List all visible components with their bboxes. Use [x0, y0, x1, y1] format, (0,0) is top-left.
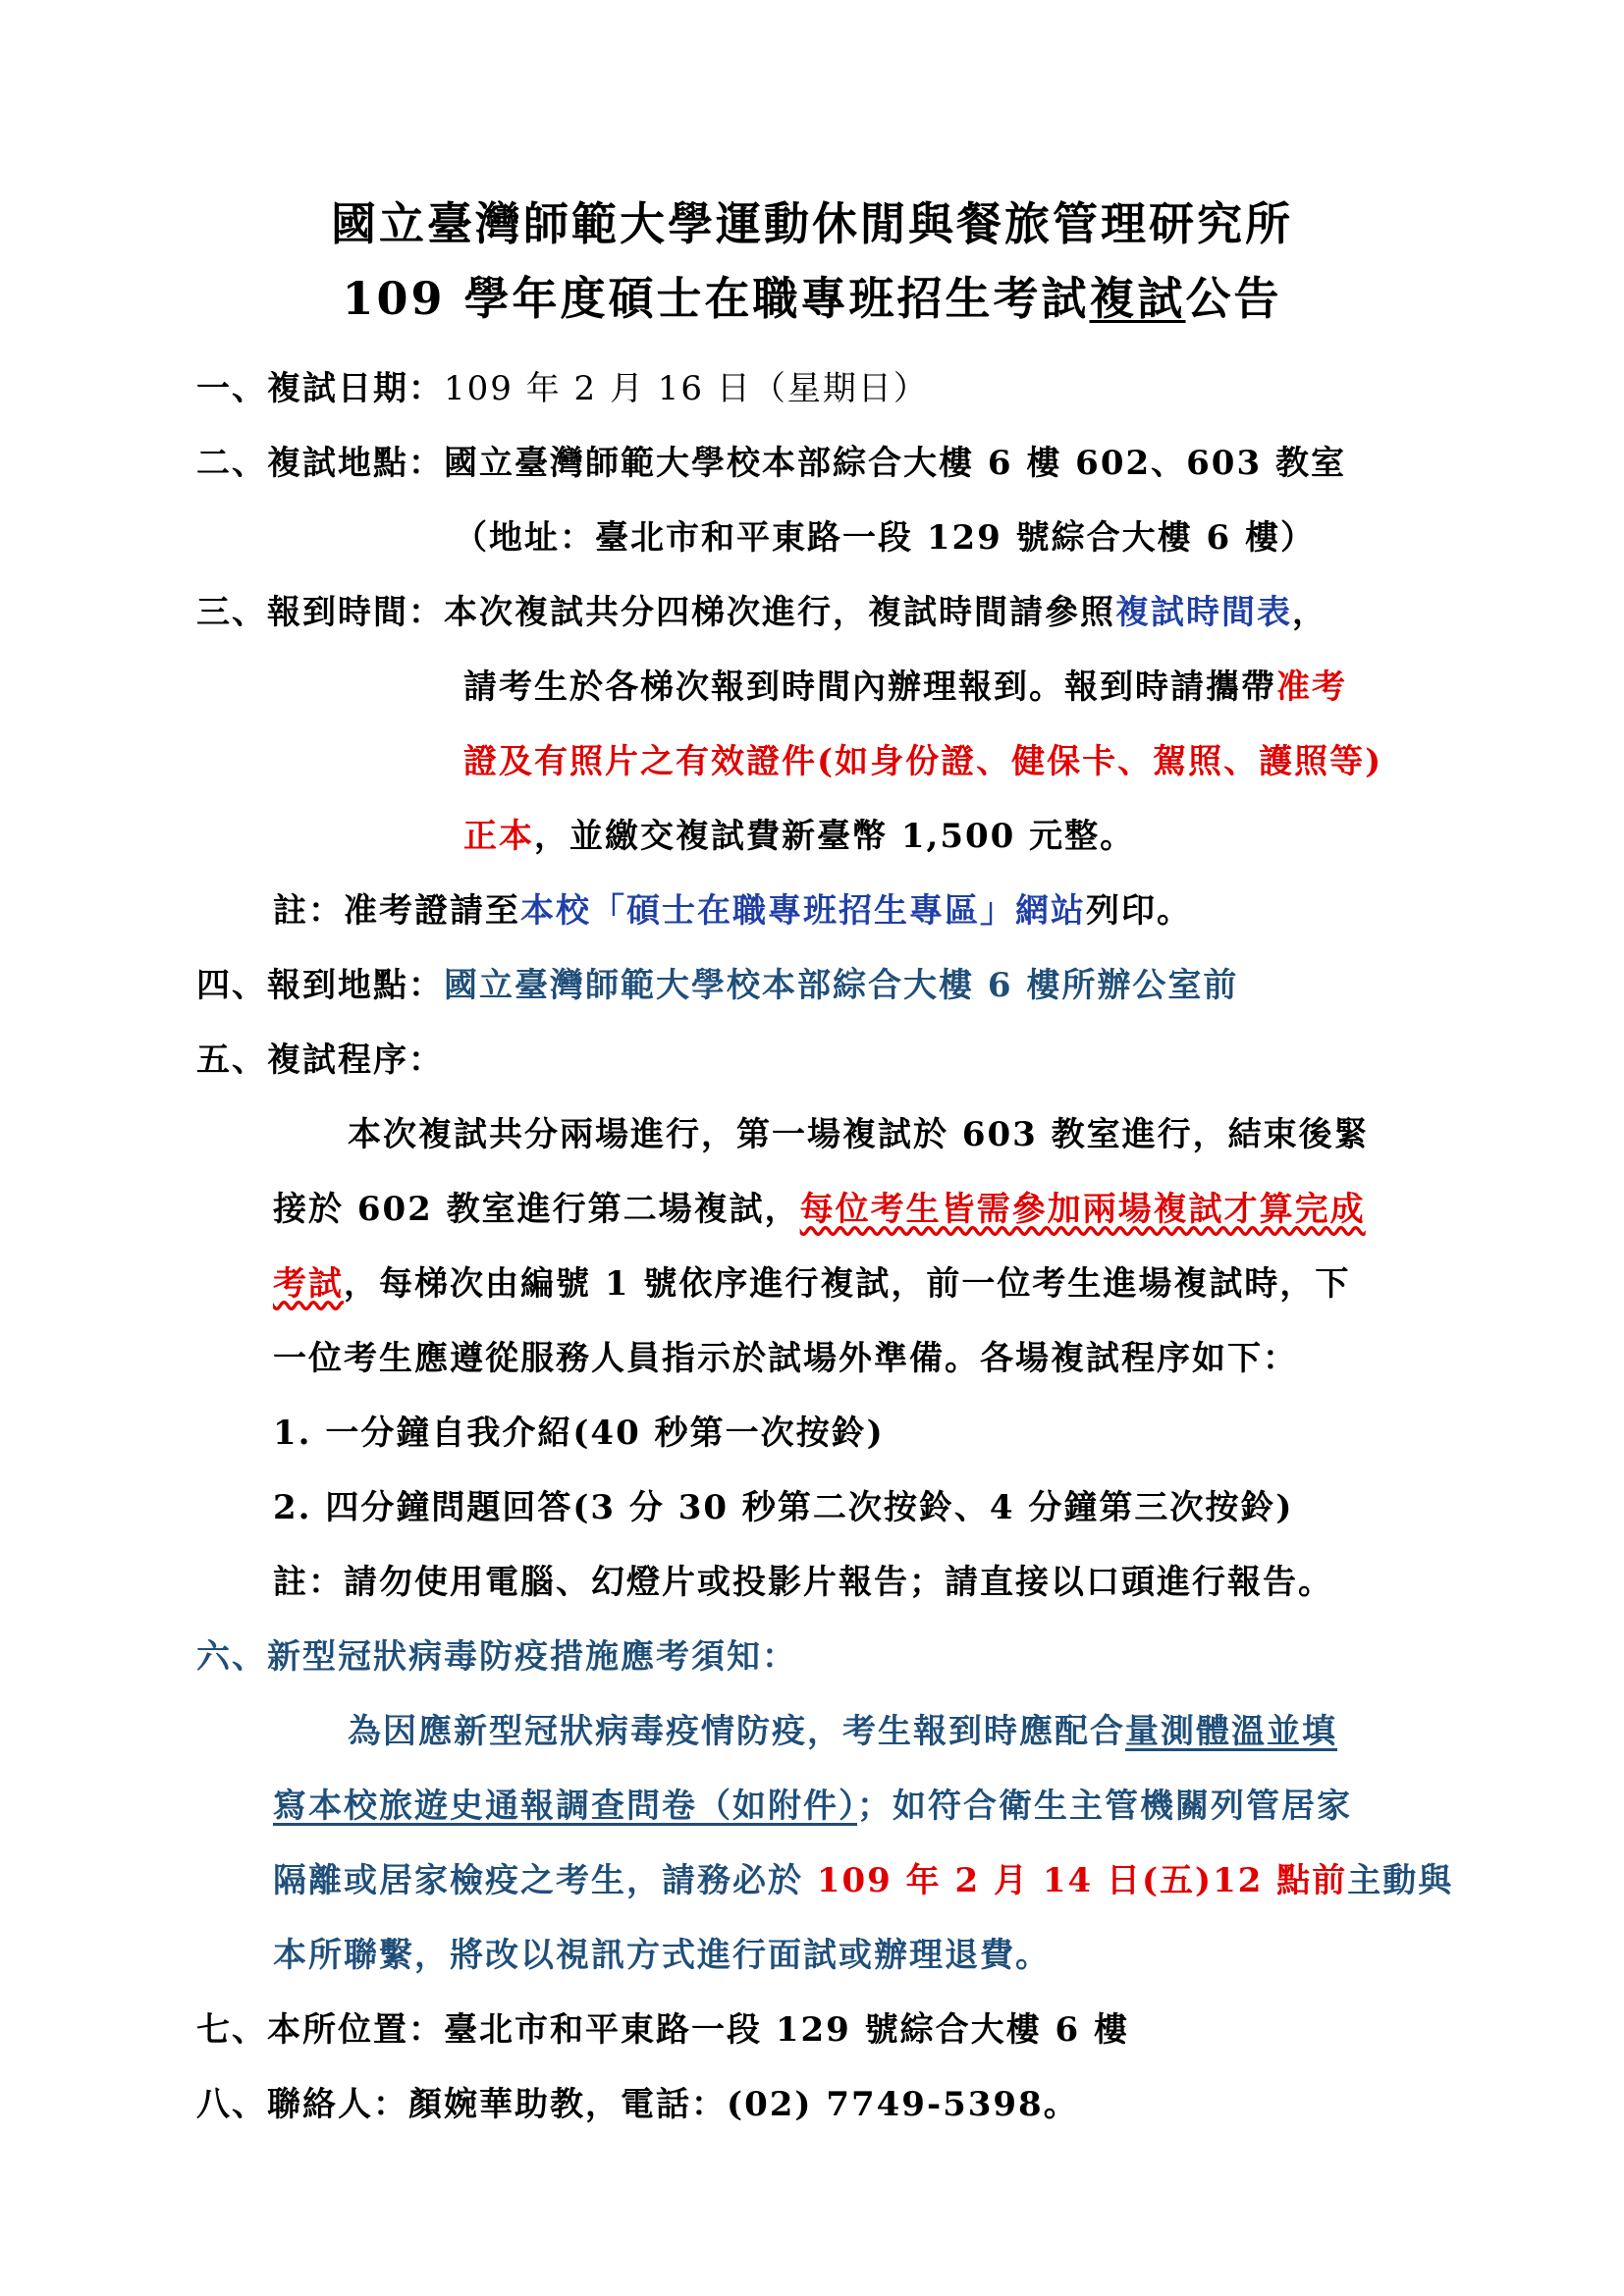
title-line-2 — [0, 263, 1624, 328]
admission-website-link[interactable]: 本校「碩士在職專班招生專區」網站 — [520, 891, 1086, 931]
section-3-line-2 — [463, 666, 1347, 709]
title-line-2-suffix: 公告 — [1185, 272, 1282, 325]
section-5-note: 註：請勿使用電腦、幻燈片或投影片報告；請直接以口頭進行報告。 — [273, 1563, 1333, 1602]
title-line-1: 國立臺灣師範大學運動休閒與餐旅管理研究所 — [331, 197, 1293, 250]
section-2-address: （地址：臺北市和平東路一段 129 號綜合大樓 6 樓） — [454, 518, 1316, 558]
section-1-line — [196, 367, 929, 410]
section-6-para-2 — [273, 1785, 1352, 1828]
section-3-note-end: 列印。 — [1086, 891, 1192, 931]
section-5-text-3: ，每梯次由編號 1 號依序進行複試，前一位考生進場複試時，下 — [344, 1264, 1351, 1304]
section-7-line — [196, 2008, 1129, 2052]
section-3-note — [273, 889, 1192, 933]
section-6-para-4: 本所聯繫，將改以視訊方式進行面試或辦理退費。 — [273, 1936, 1051, 1975]
section-3-text-1: 本次複試共分四梯次進行，複試時間請參照 — [444, 593, 1115, 632]
section-8-label: 八、聯絡人： — [196, 2085, 408, 2124]
section-5-red-1: 每位考生皆需參加兩場複試才算完成 — [799, 1190, 1366, 1229]
section-6-text-1: 為因應新型冠狀病毒疫情防疫，考生報到時應配合 — [348, 1712, 1125, 1751]
section-7-label: 七、本所位置： — [196, 2010, 444, 2050]
section-3-line-1 — [196, 591, 1327, 634]
section-6-label: 六、新型冠狀病毒防疫措施應考須知： — [196, 1637, 797, 1677]
section-4-line — [196, 964, 1238, 1007]
section-5-para-3 — [273, 1262, 1350, 1306]
section-3-text-1-end: ， — [1292, 593, 1327, 632]
section-6-para-3 — [273, 1859, 1453, 1902]
section-4-value: 國立臺灣師範大學校本部綜合大樓 6 樓所辦公室前 — [444, 966, 1239, 1005]
section-1-value: 109 年 2 月 16 日（星期日） — [444, 369, 929, 408]
section-5-item-2: 2. 四分鐘問題回答(3 分 30 秒第二次按鈴、4 分鐘第三次按鈴) — [273, 1488, 1294, 1527]
section-8-line — [196, 2083, 1079, 2126]
section-5-label: 五、複試程序： — [196, 1041, 444, 1080]
section-5-text-2: 接於 602 教室進行第二場複試， — [273, 1190, 800, 1229]
section-2-label: 二、複試地點： — [196, 444, 444, 483]
section-5-para-4: 一位考生應遵從服務人員指示於試場外準備。各場複試程序如下： — [273, 1339, 1298, 1378]
section-5-para-1: 本次複試共分兩場進行，第一場複試於 603 教室進行，結束後緊 — [348, 1115, 1370, 1154]
section-5-para-2 — [273, 1188, 1366, 1231]
section-3-red-1: 准考 — [1276, 667, 1347, 707]
section-3-red-3: 正本 — [463, 817, 534, 856]
section-6-text-3-end: 主動與 — [1347, 1861, 1454, 1900]
section-6-text-3: 隔離或居家檢疫之考生，請務必於 — [273, 1861, 817, 1900]
section-8-value: 顏婉華助教，電話：(02) 7749-5398。 — [408, 2085, 1079, 2124]
section-3-line-4 — [463, 815, 1135, 858]
section-5-red-2: 考試 — [273, 1264, 344, 1304]
schedule-link[interactable]: 複試時間表 — [1115, 593, 1292, 632]
section-6-deadline: 109 年 2 月 14 日(五)12 點前 — [816, 1861, 1348, 1900]
section-6-underline-2: 寫本校旅遊史通報調查問卷（如附件） — [273, 1787, 857, 1826]
title-line-2-text: 109 學年度碩士在職專班招生考試 — [342, 272, 1090, 325]
title-underlined-word: 複試 — [1089, 272, 1186, 325]
section-2-line — [196, 442, 1346, 485]
section-6-underline-1: 量測體溫並填 — [1125, 1712, 1337, 1751]
section-3-label: 三、報到時間： — [196, 593, 444, 632]
section-1-label: 一、複試日期： — [196, 369, 444, 408]
section-4-label: 四、報到地點： — [196, 966, 444, 1005]
section-2-value: 國立臺灣師範大學校本部綜合大樓 6 樓 602、603 教室 — [444, 444, 1346, 483]
section-3-line-3: 證及有照片之有效證件(如身份證、健保卡、駕照、護照等) — [463, 742, 1383, 781]
section-6-text-2: ；如符合衛生主管機關列管居家 — [857, 1787, 1352, 1826]
section-3-note-text: 註：准考證請至 — [273, 891, 520, 931]
section-6-para-1 — [348, 1710, 1337, 1753]
section-7-value: 臺北市和平東路一段 129 號綜合大樓 6 樓 — [444, 2010, 1129, 2050]
section-5-item-1: 1. 一分鐘自我介紹(40 秒第一次按鈴) — [273, 1414, 885, 1453]
section-3-fee-text: ，並繳交複試費新臺幣 1,500 元整。 — [534, 817, 1136, 856]
section-3-text-2: 請考生於各梯次報到時間內辦理報到。報到時請攜帶 — [463, 667, 1276, 707]
